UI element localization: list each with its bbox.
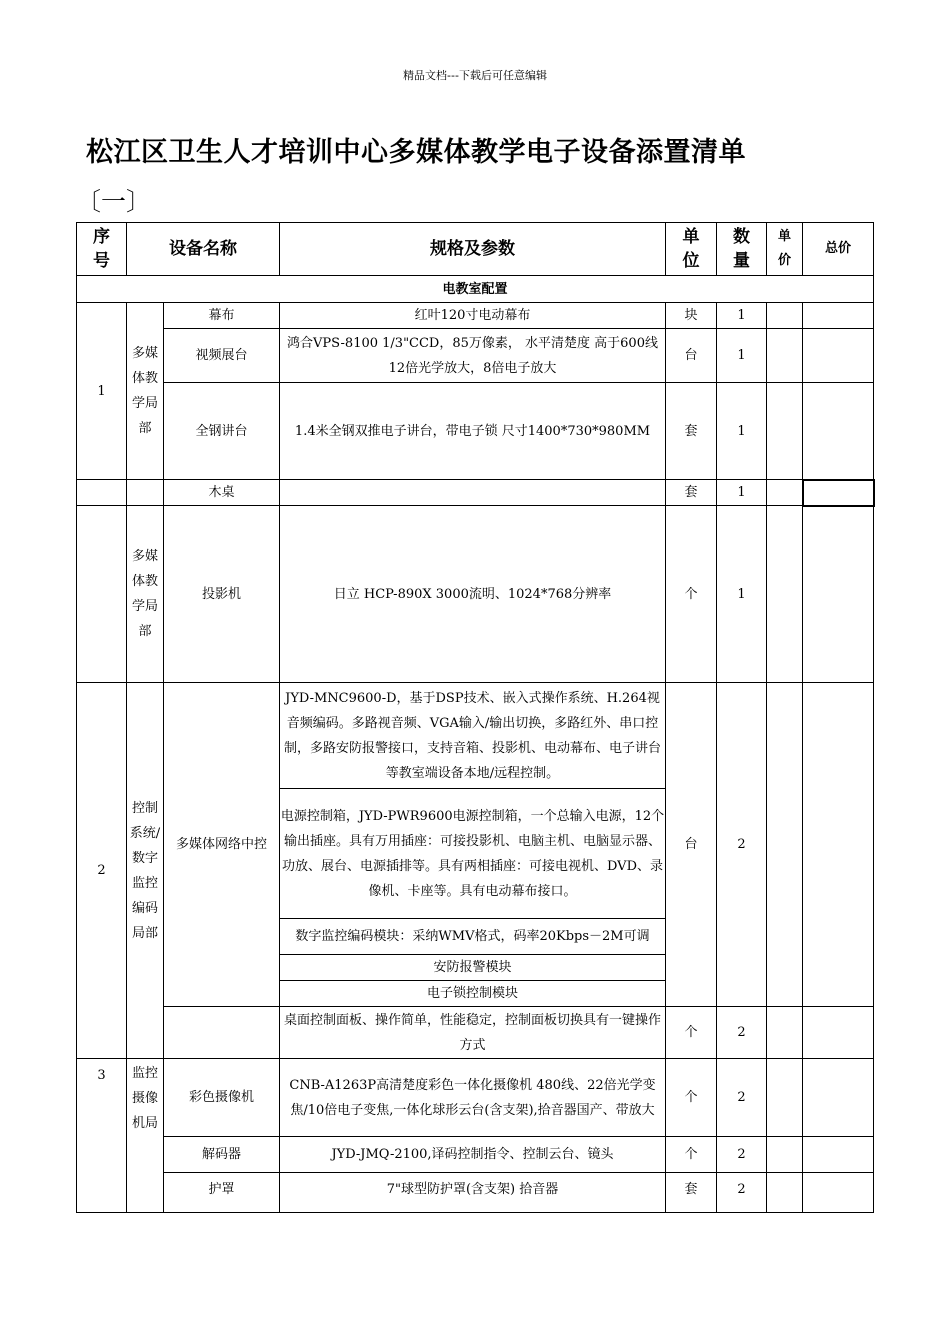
row-number	[77, 480, 127, 506]
item-qty: 2	[717, 683, 767, 1007]
row-number: 3	[77, 1059, 127, 1213]
item-total	[803, 1059, 874, 1137]
item-qty: 1	[717, 383, 767, 480]
item-unit: 套	[666, 1173, 717, 1213]
header-qty: 数量	[717, 223, 767, 276]
table-row	[77, 329, 874, 383]
table-row	[77, 506, 874, 683]
item-spec	[280, 480, 666, 506]
item-name: 木桌	[164, 480, 280, 506]
item-total	[803, 329, 874, 383]
item-unit: 块	[666, 303, 717, 329]
item-unit: 台	[666, 329, 717, 383]
table-row	[77, 1137, 874, 1173]
item-name: 护罩	[164, 1173, 280, 1213]
item-unit: 个	[666, 1007, 717, 1059]
item-unit: 套	[666, 480, 717, 506]
item-total	[803, 480, 874, 506]
header-price: 单价	[767, 223, 803, 276]
document-subtitle: 〔一〕	[76, 187, 152, 216]
item-qty: 2	[717, 1007, 767, 1059]
item-total	[803, 1173, 874, 1213]
item-qty: 2	[717, 1137, 767, 1173]
table-row	[77, 1007, 874, 1059]
row-number	[77, 506, 127, 683]
item-spec: JYD-MNC9600-D，基于DSP技术、嵌入式操作系统、H.264视音频编码。多路视音频、VGA输入/输出切换，多路红外、串口控制，多路安防报警接口，支持音箱、投影机、电动幕布、电子讲台等教室端设备本地/远程控制。	[280, 683, 666, 789]
item-qty: 1	[717, 480, 767, 506]
item-spec: 鸿合VPS-8100 1/3"CCD，85万像素， 水平清楚度 高于600线 12倍光学放大，8倍电子放大	[280, 329, 666, 383]
item-qty: 2	[717, 1173, 767, 1213]
category-cell: 多媒体教学局部	[127, 506, 164, 683]
table-header-row	[77, 223, 874, 276]
table-row	[77, 683, 874, 789]
item-unit: 个	[666, 1137, 717, 1173]
section-row	[77, 276, 874, 303]
item-price	[767, 1007, 803, 1059]
item-total	[803, 303, 874, 329]
item-price	[767, 1137, 803, 1173]
item-price	[767, 329, 803, 383]
item-name: 全钢讲台	[164, 383, 280, 480]
table-row	[77, 1173, 874, 1213]
item-unit: 套	[666, 383, 717, 480]
header-spec: 规格及参数	[280, 223, 666, 276]
item-unit: 个	[666, 1059, 717, 1137]
item-total	[803, 683, 874, 1007]
item-total	[803, 1007, 874, 1059]
header-unit: 单位	[666, 223, 717, 276]
table-row	[77, 303, 874, 329]
item-spec: JYD-JMQ-2100,译码控制指令、控制云台、镜头	[280, 1137, 666, 1173]
item-spec: 数字监控编码模块：采纳WMV格式，码率20Kbps－2M可调	[280, 919, 666, 955]
item-name: 解码器	[164, 1137, 280, 1173]
item-unit: 个	[666, 506, 717, 683]
category-cell: 多媒体教学局部	[127, 303, 164, 480]
category-cell	[127, 480, 164, 506]
item-price	[767, 303, 803, 329]
category-cell: 监控摄像机局	[127, 1059, 164, 1213]
header-total: 总价	[803, 223, 874, 276]
section-label: 电教室配置	[77, 276, 874, 303]
item-price	[767, 1173, 803, 1213]
equipment-table	[76, 222, 875, 1213]
table-row	[77, 383, 874, 480]
table-row	[77, 1059, 874, 1137]
item-spec: 1.4米全钢双推电子讲台，带电子锁 尺寸1400*730*980MM	[280, 383, 666, 480]
item-spec: 7"球型防护罩(含支架) 拾音器	[280, 1173, 666, 1213]
item-qty: 1	[717, 303, 767, 329]
header-note: 精品文档---下载后可任意编辑	[403, 69, 547, 82]
item-spec: 日立 HCP-890X 3000流明、1024*768分辨率	[280, 506, 666, 683]
item-spec: 安防报警模块	[280, 955, 666, 981]
item-name: 视频展台	[164, 329, 280, 383]
item-spec: 桌面控制面板、操作简单，性能稳定，控制面板切换具有一键操作方式	[280, 1007, 666, 1059]
item-spec: CNB-A1263P高清楚度彩色一体化摄像机 480线、22倍光学变焦/10倍电子变焦,一体化球形云台(含支架),拾音器国产、带放大	[280, 1059, 666, 1137]
item-spec: 红叶120寸电动幕布	[280, 303, 666, 329]
item-name: 彩色摄像机	[164, 1059, 280, 1137]
item-qty: 1	[717, 329, 767, 383]
item-qty: 1	[717, 506, 767, 683]
header-seq: 序号	[77, 223, 127, 276]
item-name: 幕布	[164, 303, 280, 329]
item-total	[803, 506, 874, 683]
item-price	[767, 383, 803, 480]
item-unit: 台	[666, 683, 717, 1007]
item-spec: 电子锁控制模块	[280, 981, 666, 1007]
item-price	[767, 506, 803, 683]
header-name: 设备名称	[127, 223, 280, 276]
item-qty: 2	[717, 1059, 767, 1137]
item-name: 投影机	[164, 506, 280, 683]
item-total	[803, 1137, 874, 1173]
category-cell: 控制系统/数字监控编码局部	[127, 683, 164, 1059]
item-total	[803, 383, 874, 480]
table-row	[77, 480, 874, 506]
item-name: 多媒体网络中控	[164, 683, 280, 1007]
item-name	[164, 1007, 280, 1059]
row-number: 2	[77, 683, 127, 1059]
item-price	[767, 683, 803, 1007]
document-title: 松江区卫生人才培训中心多媒体教学电子设备添置清单	[86, 137, 746, 168]
row-number: 1	[77, 303, 127, 480]
item-price	[767, 480, 803, 506]
item-spec: 电源控制箱，JYD-PWR9600电源控制箱，一个总输入电源，12个输出插座。具有万用插座：可接投影机、电脑主机、电脑显示器、功放、展台、电源插排等。具有两相插座：可接电视机、DVD、录像机、卡座等。具有电动幕布接口。	[280, 789, 666, 919]
item-price	[767, 1059, 803, 1137]
